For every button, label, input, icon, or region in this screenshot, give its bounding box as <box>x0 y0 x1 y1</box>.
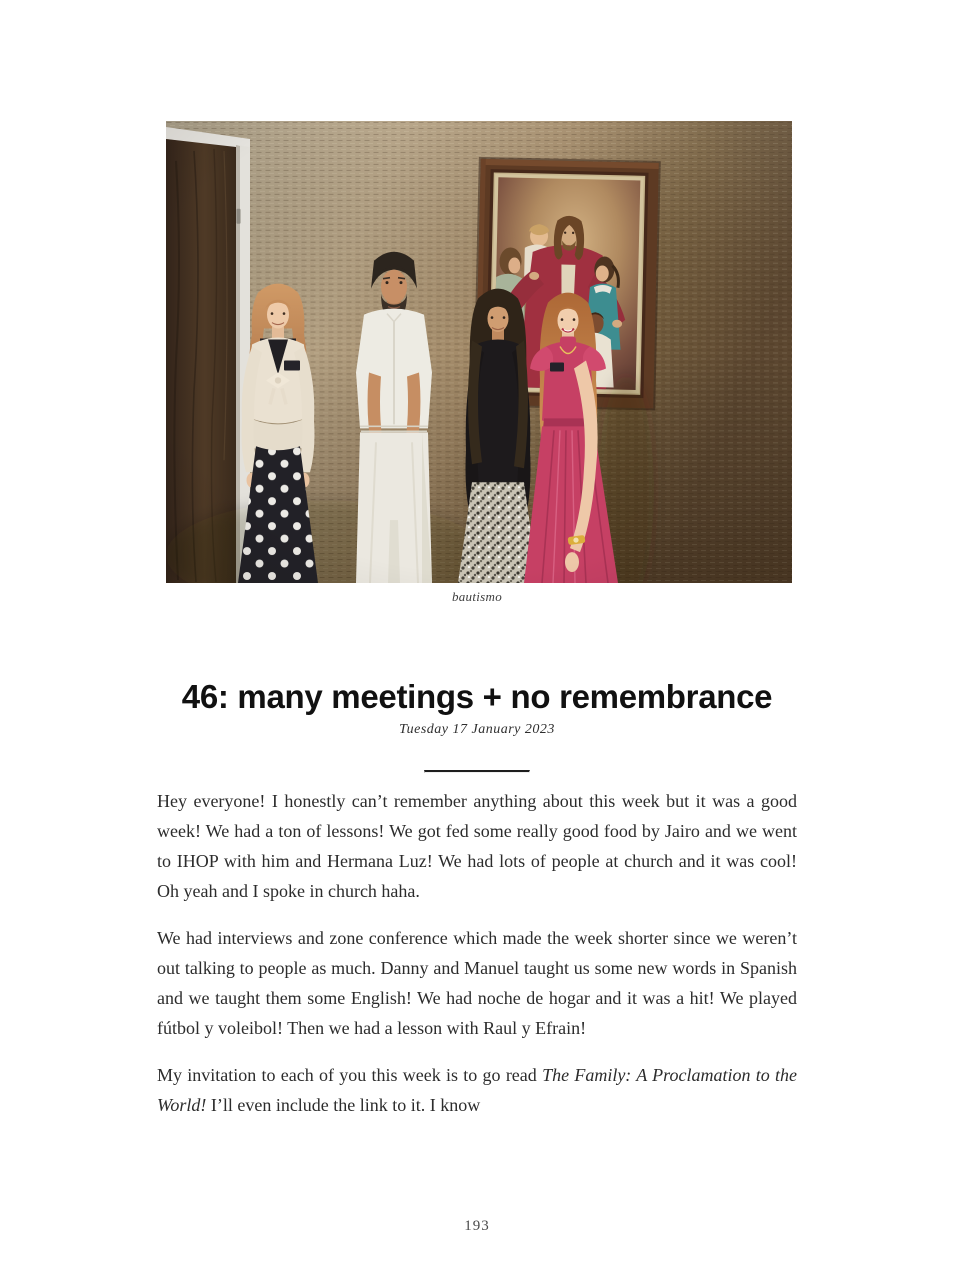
post-title: 46: many meetings + no remembrance <box>181 678 773 715</box>
post-body <box>157 786 797 1137</box>
photo-vignette <box>166 121 792 583</box>
photo-caption: bautismo <box>451 589 503 604</box>
paragraph: My invitation to each of you this week is to go read The Family: A Proclamation to the World! I’ll even include the link to it. I know <box>157 1065 798 1115</box>
baptism-photo-illustration <box>166 121 792 583</box>
page-number: 193 <box>464 1218 490 1234</box>
baptism-photo <box>166 121 792 583</box>
paragraph: We had interviews and zone conference which made the week shorter since we weren’t out talking to people as much. Danny and Manuel taught us some new words in Spanish and we taught them some English! We had noche de hogar and it was a hit! We played fútbol y voleibol! Then we had a lesson with Raul y Efrain! <box>157 928 797 1038</box>
paragraph: Hey everyone! I honestly can’t remember anything about this week but it was a good week! We had a ton of lessons! We got fed some really good food by Jairo and we went to IHOP with him and Hermana Luz! We had lots of people at church and it was cool! Oh yeah and I spoke in church haha. <box>157 791 797 901</box>
post-date: Tuesday 17 January 2023 <box>399 722 555 737</box>
section-divider <box>424 770 530 773</box>
